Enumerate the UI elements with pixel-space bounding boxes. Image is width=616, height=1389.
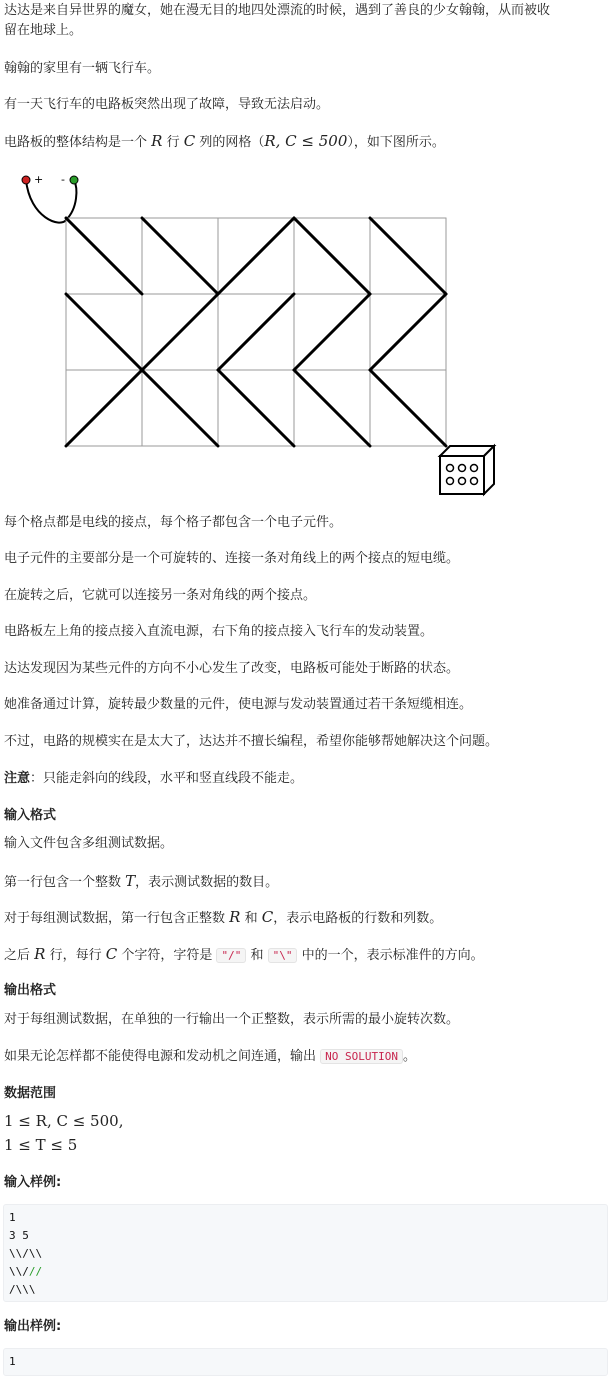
input-format-line: 之后 R 行，每行 C 个字符，字符是 "/" 和 "\" 中的一个，表示标准件的方向。 [4,945,484,963]
circuit-board-figure [0,168,520,498]
cable-diagonal [218,294,294,370]
input-format-line: 输入文件包含多组测试数据。 [4,836,174,851]
cable-diagonal [142,370,218,446]
cable-diagonal [370,294,446,370]
description-line: 不过，电路的规模实在是太大了，达达并不擅长编程，希望你能够帮她解决这个问题。 [4,734,499,749]
description-line: 电路板左上角的接点接入直流电源，右下角的接点接入飞行车的发动装置。 [4,624,434,639]
engine-device-icon [440,446,494,494]
cable-diagonal [294,294,370,370]
no-solution-code: NO SOLUTION [320,1049,403,1064]
sample-output-heading: 输出样例: [4,1319,62,1334]
plus-label: + [34,173,44,186]
cable-diagonal [218,218,294,294]
intro-paragraph-cont: 留在地球上。 [4,23,83,38]
output-format-heading: 输出格式 [4,983,57,998]
cable-diagonal [294,218,370,294]
input-format-line: 第一行包含一个整数 T，表示测试数据的数目。 [4,872,279,890]
data-range-heading: 数据范围 [4,1086,57,1101]
power-wire [26,180,76,223]
minus-label: - [61,173,65,186]
positive-terminal-icon [22,176,30,184]
cable-diagonal [66,218,142,294]
car-sentence: 翰翰的家里有一辆飞行车。 [4,61,161,76]
description-line: 她准备通过计算，旋转最少数量的元件，使电源与发动装置通过若干条短缆相连。 [4,697,473,712]
sample-input-heading: 输入样例: [4,1175,62,1190]
fault-sentence: 有一天飞行车的电路板突然出现了故障，导致无法启动。 [4,97,330,112]
range-line: 1 ≤ T ≤ 5 [4,1136,78,1154]
cable-diagonal [294,370,370,446]
cable-diagonal [370,370,446,446]
output-format-line: 对于每组测试数据，在单独的一行输出一个正整数，表示所需的最小旋转次数。 [4,1012,460,1027]
cable-diagonal [66,294,142,370]
output-format-line: 如果无论怎样都不能使得电源和发动机之间连通，输出 NO SOLUTION 。 [4,1049,417,1064]
description-line: 电子元件的主要部分是一个可旋转的、连接一条对角线上的两个接点的短电缆。 [4,551,460,566]
intro-paragraph: 达达是来自异世界的魔女，她在漫无目的地四处漂流的时候，遇到了善良的少女翰翰，从而被收 [4,3,551,18]
cable-diagonal [370,218,446,294]
cable-diagonal [142,218,218,294]
negative-terminal-icon [70,176,78,184]
description-line: 在旋转之后，它就可以连接另一条对角线的两个接点。 [4,588,317,603]
backslash-code: "\" [268,948,298,963]
description-line: 达达发现因为某些元件的方向不小心发生了改变，电路板可能处于断路的状态。 [4,661,460,676]
sample-input-block: 1 3 5 \\/\\ \\/// /\\\ [3,1204,608,1302]
input-format-line: 对于每组测试数据，第一行包含正整数 R 和 C，表示电路板的行数和列数。 [4,908,443,926]
slash-code: "/" [216,948,246,963]
grid-diagonals [66,218,446,446]
cable-diagonal [218,370,294,446]
range-line: 1 ≤ R, C ≤ 500, [4,1112,124,1130]
grid-structure-sentence: 电路板的整体结构是一个 R 行 C 列的网格（R, C ≤ 500），如下图所示。 [4,132,445,150]
cable-diagonal [142,294,218,370]
sample-output-block: 1 [3,1348,608,1376]
cable-diagonal [66,370,142,446]
note-line: 注意：只能走斜向的线段，水平和竖直线段不能走。 [4,771,304,786]
note-label: 注意 [4,771,31,786]
description-line: 每个格点都是电线的接点，每个格子都包含一个电子元件。 [4,515,343,530]
input-format-heading: 输入格式 [4,808,57,823]
